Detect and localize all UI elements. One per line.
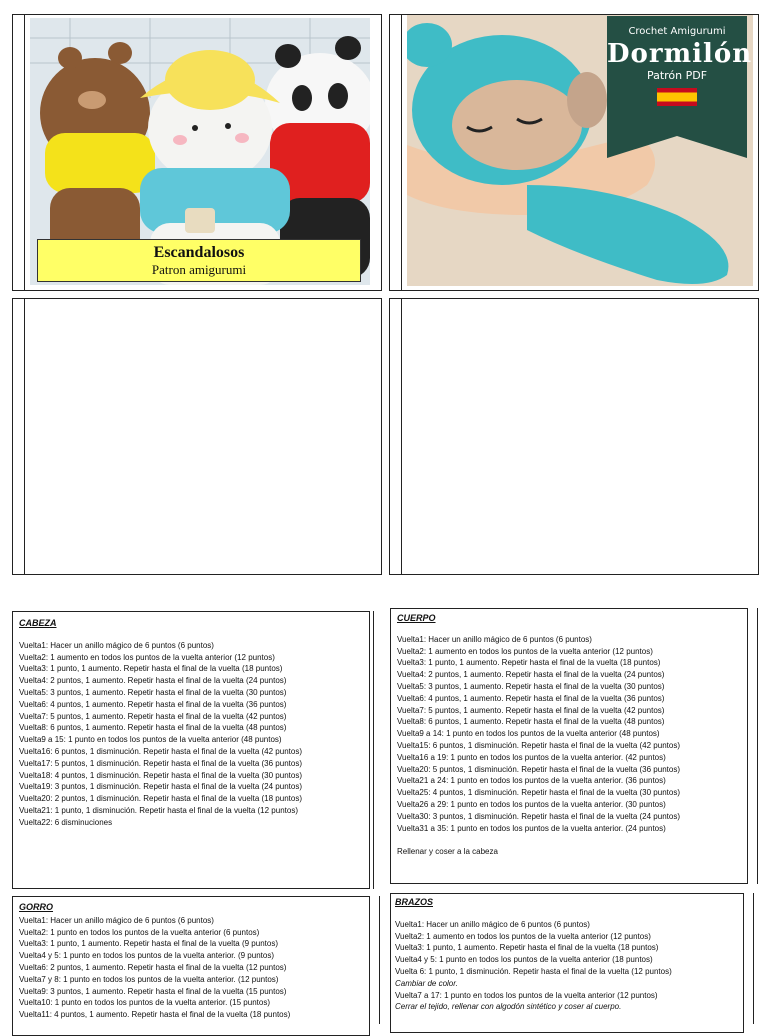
gorro-row: Vuelta6: 2 puntos, 1 aumento. Repetir hasta el final de la vuelta (12 puntos) — [19, 962, 287, 972]
cuerpo-row: Vuelta31 a 35: 1 punto en todos los puntos de la vuelta anterior. (24 puntos) — [397, 823, 666, 833]
brazos-note-color: Cambiar de color. — [395, 978, 458, 988]
banner-kicker: Crochet Amigurumi — [628, 26, 726, 37]
panel-edge — [757, 608, 758, 884]
cabeza-row: Vuelta4: 2 puntos, 1 aumento. Repetir hasta el final de la vuelta (24 puntos) — [19, 676, 287, 686]
cabeza-row: Vuelta21: 1 punto, 1 disminución. Repetir hasta el final de la vuelta (12 puntos) — [19, 805, 298, 815]
cabeza-row: Vuelta20: 2 puntos, 1 disminución. Repetir hasta el final de la vuelta (18 puntos) — [19, 794, 302, 804]
cabeza-row: Vuelta19: 3 puntos, 1 disminución. Repetir hasta el final de la vuelta (24 puntos) — [19, 782, 302, 792]
cuerpo-row: Vuelta15: 6 puntos, 1 disminución. Repetir hasta el final de la vuelta (42 puntos) — [397, 740, 680, 750]
cabeza-row: Vuelta22: 6 disminuciones — [19, 817, 113, 827]
cabeza-lines — [19, 640, 302, 829]
blank-card-left — [12, 298, 382, 575]
cuerpo-row: Vuelta2: 1 aumento en todos los puntos de la vuelta anterior (12 puntos) — [397, 646, 653, 656]
card-divider — [401, 298, 402, 575]
cabeza-title: CABEZA — [19, 618, 57, 628]
brazos-row: Vuelta1: Hacer un anillo mágico de 6 puntos (6 puntos) — [395, 919, 590, 929]
gorro-row: Vuelta1: Hacer un anillo mágico de 6 puntos (6 puntos) — [19, 915, 214, 925]
cabeza-row: Vuelta3: 1 punto, 1 aumento. Repetir hasta el final de la vuelta (18 puntos) — [19, 664, 283, 674]
cuerpo-row: Vuelta21 a 24: 1 punto en todos los puntos de la vuelta anterior. (36 puntos) — [397, 776, 666, 786]
cabeza-row: Vuelta16: 6 puntos, 1 disminución. Repetir hasta el final de la vuelta (42 puntos) — [19, 746, 302, 756]
gorro-row: Vuelta10: 1 punto en todos los puntos de la vuelta anterior. (15 puntos) — [19, 998, 270, 1008]
gorro-row: Vuelta11: 4 puntos, 1 aumento. Repetir hasta el final de la vuelta (18 puntos) — [19, 1010, 291, 1020]
caption-title: Escandalosos — [153, 244, 245, 261]
cuerpo-row: Vuelta25: 4 puntos, 1 disminución. Repetir hasta el final de la vuelta (30 puntos) — [397, 788, 680, 798]
cuerpo-row: Vuelta20: 5 puntos, 1 disminución. Repetir hasta el final de la vuelta (36 puntos) — [397, 764, 680, 774]
cabeza-row: Vuelta8: 6 puntos, 1 aumento. Repetir hasta el final de la vuelta (48 puntos) — [19, 723, 287, 733]
caption-box — [37, 239, 361, 282]
brazos-row: Vuelta 6: 1 punto, 1 disminución. Repetir hasta el final de la vuelta (12 puntos) — [395, 966, 672, 976]
cuerpo-row: Vuelta8: 6 puntos, 1 aumento. Repetir hasta el final de la vuelta (48 puntos) — [397, 717, 665, 727]
gorro-row: Vuelta7 y 8: 1 punto en todos los puntos de la vuelta anterior. (12 puntos) — [19, 974, 279, 984]
cuerpo-footer: Rellenar y coser a la cabeza — [397, 847, 498, 857]
banner-subtitle: Patrón PDF — [646, 69, 708, 82]
cabeza-row: Vuelta7: 5 puntos, 1 aumento. Repetir hasta el final de la vuelta (42 puntos) — [19, 711, 287, 721]
cabeza-row: Vuelta1: Hacer un anillo mágico de 6 puntos (6 puntos) — [19, 640, 214, 650]
panel-edge — [373, 611, 374, 889]
cuerpo-row: Vuelta7: 5 puntos, 1 aumento. Repetir hasta el final de la vuelta (42 puntos) — [397, 705, 665, 715]
cabeza-row: Vuelta9 a 15: 1 punto en todos los puntos de la vuelta anterior (48 puntos) — [19, 735, 282, 745]
cuerpo-title: CUERPO — [397, 613, 436, 623]
cuerpo-row: Vuelta30: 3 puntos, 1 disminución. Repetir hasta el final de la vuelta (24 puntos) — [397, 811, 680, 821]
gorro-row: Vuelta4 y 5: 1 punto en todos los puntos de la vuelta anterior. (9 puntos) — [19, 951, 274, 961]
gorro-row: Vuelta9: 3 puntos, 1 aumento. Repetir hasta el final de la vuelta (15 puntos) — [19, 986, 287, 996]
card-divider — [24, 14, 25, 291]
cabeza-text — [19, 618, 302, 829]
cuerpo-row: Vuelta1: Hacer un anillo mágico de 6 puntos (6 puntos) — [397, 634, 592, 644]
cuerpo-row: Vuelta26 a 29: 1 punto en todos los puntos de la vuelta anterior. (30 puntos) — [397, 799, 666, 809]
cuerpo-row: Vuelta5: 3 puntos, 1 aumento. Repetir hasta el final de la vuelta (30 puntos) — [397, 681, 665, 691]
spain-flag-icon — [657, 88, 697, 106]
panel-edge — [753, 893, 754, 1024]
cabeza-row: Vuelta17: 5 puntos, 1 disminución. Repetir hasta el final de la vuelta (36 puntos) — [19, 758, 302, 768]
caption-subtitle: Patron amigurumi — [151, 262, 247, 277]
cuerpo-row: Vuelta4: 2 puntos, 1 aumento. Repetir hasta el final de la vuelta (24 puntos) — [397, 670, 665, 680]
cabeza-row: Vuelta2: 1 aumento en todos los puntos de la vuelta anterior (12 puntos) — [19, 652, 275, 662]
banner-tail — [607, 136, 747, 158]
card-divider — [24, 298, 25, 575]
gorro-row: Vuelta2: 1 punto en todos los puntos de la vuelta anterior (6 puntos) — [19, 927, 260, 937]
banner-title: Dormilón — [607, 39, 753, 69]
brazos-title: BRAZOS — [395, 897, 433, 907]
blank-card-right — [389, 298, 759, 575]
product-banner — [607, 16, 753, 136]
cuerpo-text — [397, 613, 680, 858]
cuerpo-row: Vuelta9 a 14: 1 punto en todos los puntos de la vuelta anterior (48 puntos) — [397, 729, 660, 739]
cuerpo-row: Vuelta16 a 19: 1 punto en todos los puntos de la vuelta anterior. (42 puntos) — [397, 752, 666, 762]
card-divider — [401, 14, 402, 291]
cabeza-row: Vuelta18: 4 puntos, 1 disminución. Repetir hasta el final de la vuelta (30 puntos) — [19, 770, 302, 780]
brazos-note-finish: Cerrar el tejido, rellenar con algodón sintético y coser al cuerpo. — [395, 1002, 622, 1012]
gorro-text — [19, 902, 290, 1021]
gorro-title: GORRO — [19, 902, 54, 912]
cabeza-row: Vuelta6: 4 puntos, 1 aumento. Repetir hasta el final de la vuelta (36 puntos) — [19, 699, 287, 709]
cuerpo-lines — [397, 634, 680, 835]
cuerpo-row: Vuelta6: 4 puntos, 1 aumento. Repetir hasta el final de la vuelta (36 puntos) — [397, 693, 665, 703]
brazos-row: Vuelta3: 1 punto, 1 aumento. Repetir hasta el final de la vuelta (18 puntos) — [395, 943, 659, 953]
panel-edge — [379, 896, 380, 1024]
brazos-text — [395, 897, 672, 1013]
gorro-lines — [19, 915, 290, 1021]
brazos-row: Vuelta2: 1 aumento en todos los puntos de la vuelta anterior (12 puntos) — [395, 931, 651, 941]
brazos-row: Vuelta4 y 5: 1 punto en todos los puntos de la vuelta anterior (18 puntos) — [395, 955, 653, 965]
brazos-line-7: Vuelta7 a 17: 1 punto en todos los puntos de la vuelta anterior (12 puntos) — [395, 990, 658, 1000]
gorro-row: Vuelta3: 1 punto, 1 aumento. Repetir hasta el final de la vuelta (9 puntos) — [19, 939, 278, 949]
cuerpo-row: Vuelta3: 1 punto, 1 aumento. Repetir hasta el final de la vuelta (18 puntos) — [397, 658, 661, 668]
brazos-lines — [395, 919, 672, 978]
cabeza-row: Vuelta5: 3 puntos, 1 aumento. Repetir hasta el final de la vuelta (30 puntos) — [19, 687, 287, 697]
